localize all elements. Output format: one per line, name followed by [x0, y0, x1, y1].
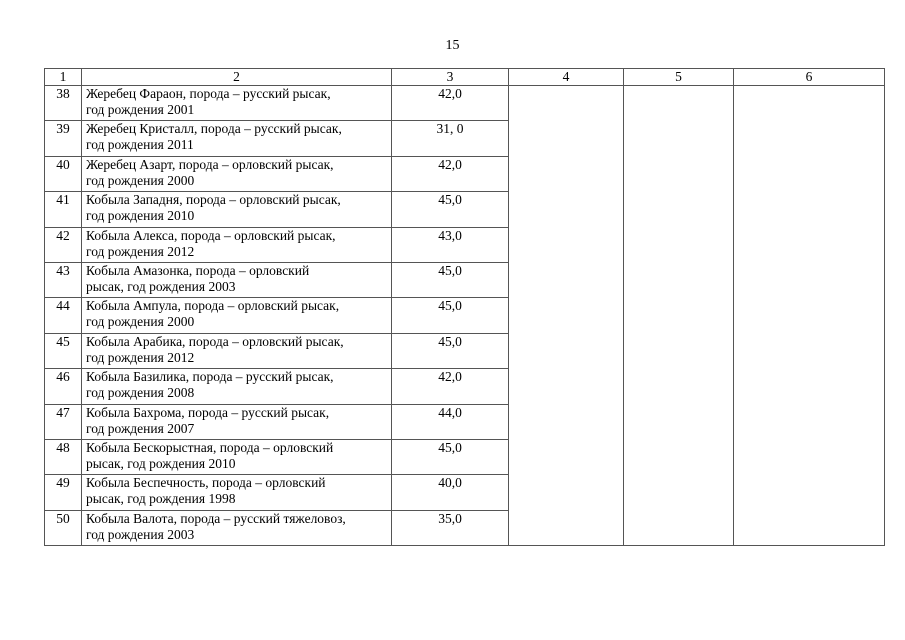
row-number: 47	[45, 404, 82, 439]
row-number: 45	[45, 333, 82, 368]
column-header-2: 2	[82, 69, 392, 86]
row-description: Кобыла Бахрома, порода – русский рысак, год рождения 2007	[82, 404, 392, 439]
column-header-3: 3	[392, 69, 509, 86]
row-value: 35,0	[392, 510, 509, 545]
column-header-1: 1	[45, 69, 82, 86]
column-4-cell	[509, 86, 624, 546]
row-description: Жеребец Кристалл, порода – русский рысак, год рождения 2011	[82, 121, 392, 156]
row-description: Кобыла Валота, порода – русский тяжеловоз, год рождения 2003	[82, 510, 392, 545]
row-description: Кобыла Ампула, порода – орловский рысак, год рождения 2000	[82, 298, 392, 333]
row-value: 40,0	[392, 475, 509, 510]
row-description: Жеребец Фараон, порода – русский рысак, год рождения 2001	[82, 86, 392, 121]
row-value: 44,0	[392, 404, 509, 439]
column-6-cell	[734, 86, 885, 546]
row-description: Кобыла Базилика, порода – русский рысак, год рождения 2008	[82, 369, 392, 404]
row-value: 43,0	[392, 227, 509, 262]
table-row	[45, 86, 885, 121]
row-value: 42,0	[392, 156, 509, 191]
page-number: 15	[445, 38, 460, 53]
row-number: 46	[45, 369, 82, 404]
row-number: 38	[45, 86, 82, 121]
row-number: 48	[45, 439, 82, 474]
row-number: 41	[45, 192, 82, 227]
row-number: 50	[45, 510, 82, 545]
row-value: 45,0	[392, 192, 509, 227]
header-row	[45, 69, 885, 86]
row-number: 44	[45, 298, 82, 333]
row-value: 45,0	[392, 262, 509, 297]
row-description: Кобыла Беспечность, порода – орловский рысак, год рождения 1998	[82, 475, 392, 510]
row-description: Кобыла Амазонка, порода – орловский рысак, год рождения 2003	[82, 262, 392, 297]
row-number: 49	[45, 475, 82, 510]
column-header-6: 6	[734, 69, 885, 86]
row-value: 42,0	[392, 86, 509, 121]
row-value: 45,0	[392, 298, 509, 333]
column-5-cell	[624, 86, 734, 546]
row-value: 31, 0	[392, 121, 509, 156]
row-number: 42	[45, 227, 82, 262]
row-description: Жеребец Азарт, порода – орловский рысак, год рождения 2000	[82, 156, 392, 191]
row-number: 40	[45, 156, 82, 191]
row-number: 43	[45, 262, 82, 297]
row-value: 45,0	[392, 439, 509, 474]
row-description: Кобыла Арабика, порода – орловский рысак, год рождения 2012	[82, 333, 392, 368]
row-number: 39	[45, 121, 82, 156]
row-description: Кобыла Алекса, порода – орловский рысак, год рождения 2012	[82, 227, 392, 262]
row-description: Кобыла Бескорыстная, порода – орловский рысак, год рождения 2010	[82, 439, 392, 474]
row-description: Кобыла Западня, порода – орловский рысак, год рождения 2010	[82, 192, 392, 227]
horses-table	[44, 68, 885, 546]
row-value: 45,0	[392, 333, 509, 368]
column-header-4: 4	[509, 69, 624, 86]
row-value: 42,0	[392, 369, 509, 404]
column-header-5: 5	[624, 69, 734, 86]
